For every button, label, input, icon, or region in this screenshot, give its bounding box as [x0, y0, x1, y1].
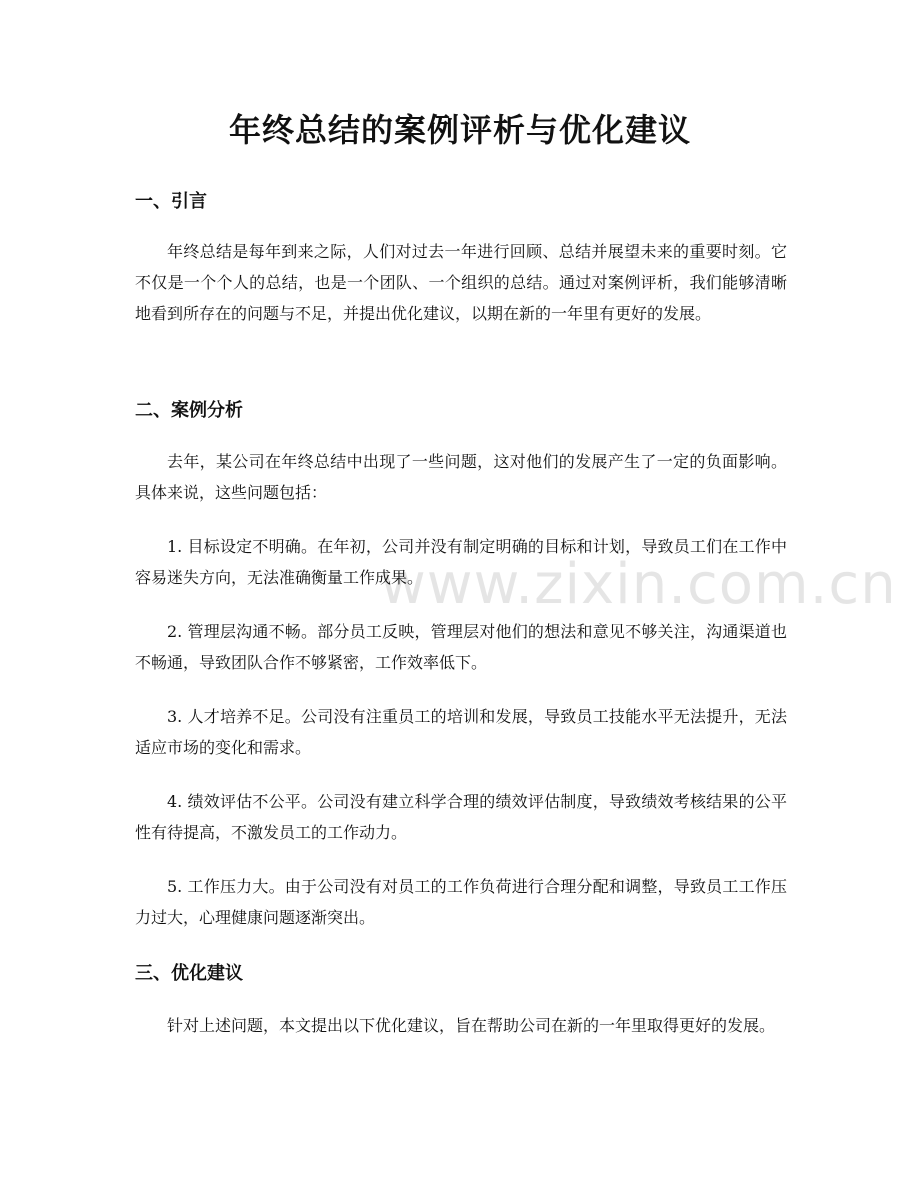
paragraph-optimization-intro: 针对上述问题，本文提出以下优化建议，旨在帮助公司在新的一年里取得更好的发展。 — [167, 1016, 776, 1035]
list-item-problem-2: 2. 管理层沟通不畅。部分员工反映，管理层对他们的想法和意见不够关注，沟通渠道也不畅通，导致团队合作不够紧密，工作效率低下。 — [135, 622, 787, 672]
paragraph-case-intro: 去年，某公司在年终总结中出现了一些问题，这对他们的发展产生了一定的负面影响。具体来说，这些问题包括： — [135, 452, 787, 502]
list-item-problem-4: 4. 绩效评估不公平。公司没有建立科学合理的绩效评估制度，导致绩效考核结果的公平性有待提高，不激发员工的工作动力。 — [135, 792, 787, 842]
list-item-problem-1: 1. 目标设定不明确。在年初，公司并没有制定明确的目标和计划，导致员工们在工作中容易迷失方向，无法准确衡量工作成果。 — [135, 537, 787, 587]
list-item-problem-3: 3. 人才培养不足。公司没有注重员工的培训和发展，导致员工技能水平无法提升，无法适应市场的变化和需求。 — [135, 707, 787, 757]
watermark: www.zixin.com.cn — [380, 552, 897, 617]
section-heading-optimization: 三、优化建议 — [135, 963, 243, 984]
section-heading-intro: 一、引言 — [135, 191, 207, 212]
paragraph-intro: 年终总结是每年到来之际，人们对过去一年进行回顾、总结并展望未来的重要时刻。它不仅是一个个人的总结，也是一个团队、一个组织的总结。通过对案例评析，我们能够清晰地看到所存在的问题与不足，并提出优化建议，以期在新的一年里有更好的发展。 — [135, 242, 787, 323]
list-item-problem-5: 5. 工作压力大。由于公司没有对员工的工作负荷进行合理分配和调整，导致员工工作压力过大，心理健康问题逐渐突出。 — [135, 877, 787, 927]
document-title: 年终总结的案例评析与优化建议 — [228, 111, 691, 149]
section-heading-case-analysis: 二、案例分析 — [135, 400, 243, 421]
